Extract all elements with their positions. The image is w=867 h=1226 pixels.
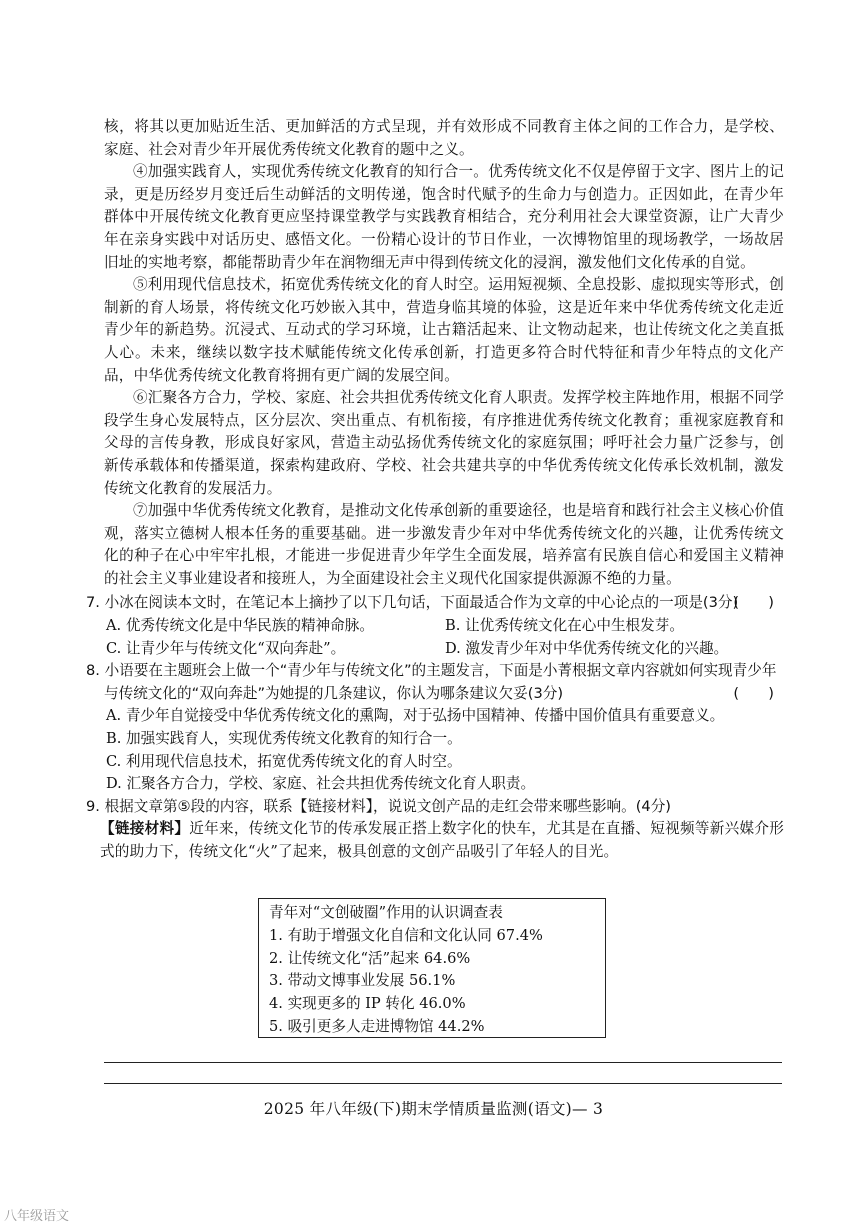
survey-item: 5. 吸引更多人走进博物馆 44.2% (269, 1017, 485, 1035)
watermark: 八年级语文 (4, 1209, 70, 1224)
paragraph-continued: 核，将其以更加贴近生活、更加鲜活的方式呈现，并有效形成不同教育主体之间的工作合力，是学校、家庭、社会对青少年开展优秀传统文化教育的题中之义。 (104, 118, 784, 158)
question-7-options-row-2 (104, 638, 784, 661)
question-7 (86, 592, 784, 615)
option-7b: B. 让优秀传统文化在心中生根发芽。 (445, 617, 684, 635)
paragraph-4: ④加强实践育人，实现优秀传统文化教育的知行合一。优秀传统文化不仅是停留于文字、图片上的记录，更是历经岁月变迁后生动鲜活的文明传递，饱含时代赋予的生命力与创造力。正因如此，在青少年群体中开展传统文化教育更应坚持课堂教学与实践教育相结合，充分利用社会大课堂资源，让广大青少年在亲身实践中对话历史、感悟文化。一份精心设计的节日作业，一次博物馆里的现场教学，一场故居旧址的实地考察，都能帮助青少年在润物细无声中得到传统文化的浸润，激发他们文化传承的自觉。 (104, 163, 784, 271)
answer-line-1[interactable] (104, 1062, 782, 1063)
option-7c: C. 让青少年与传统文化“双向奔赴”。 (106, 639, 346, 657)
link-material-label: 【链接材料】 (100, 820, 190, 838)
option-8b: B. 加强实践育人，实现优秀传统文化教育的知行合一。 (106, 730, 462, 748)
option-8a: A. 青少年自觉接受中华优秀传统文化的熏陶，对于弘扬中国精神、传播中国价值具有重要意义。 (106, 707, 725, 725)
survey-title: 青年对“文创破圈”作用的认识调查表 (269, 904, 503, 921)
question-8 (86, 660, 784, 705)
option-8c: C. 利用现代信息技术，拓宽优秀传统文化的育人时空。 (106, 752, 462, 770)
answer-line-2[interactable] (104, 1083, 782, 1084)
paragraph-5: ⑤利用现代信息技术，拓宽优秀传统文化的育人时空。运用短视频、全息投影、虚拟现实等形式，创制新的育人场景，将传统文化巧妙嵌入其中，营造身临其境的体验，这是近年来中华优秀传统文化走近青少年的新趋势。沉浸式、互动式的学习环境，让古籍活起来、让文物动起来，也让传统文化之美直抵人心。未来，继续以数字技术赋能传统文化传承创新，打造更多符合时代特征和青少年特点的文化产品，中华优秀传统文化教育将拥有更广阔的发展空间。 (104, 276, 784, 384)
answer-blank-7[interactable]: ( ) (733, 594, 774, 612)
paragraph-6: ⑥汇聚各方合力，学校、家庭、社会共担优秀传统文化育人职责。发挥学校主阵地作用，根据不同学段学生身心发展特点，区分层次、突出重点、有机衔接，有序推进优秀传统文化教育；重视家庭教育和父母的言传身教，形成良好家风，营造主动弘扬优秀传统文化的家庭氛围；呼吁社会力量广泛参与，创新传承载体和传播渠道，探索构建政府、学校、社会共建共享的中华优秀传统文化传承长效机制，激发传统文化教育的发展活力。 (104, 389, 784, 497)
answer-blank-8[interactable]: ( ) (733, 684, 774, 702)
survey-item: 3. 带动文博事业发展 56.1% (269, 972, 456, 990)
link-material-text: 近年来，传统文化节的传承发展正搭上数字化的快车，尤其是在直播、短视频等新兴媒介形式的助力下，传统文化“火”了起来，极具创意的文创产品吸引了年轻人的目光。 (100, 820, 784, 860)
question-7-options-row-1 (104, 615, 784, 638)
question-9 (86, 796, 784, 819)
option-8d: D. 汇聚各方合力，学校、家庭、社会共担优秀传统文化育人职责。 (106, 775, 536, 793)
paragraph-7: ⑦加强中华优秀传统文化教育，是推动文化传承创新的重要途径，也是培育和践行社会主义核心价值观，落实立德树人根本任务的重要基础。进一步激发青少年对中华优秀传统文化的兴趣，让优秀传统文化的种子在心中牢牢扎根，才能进一步促进青少年学生全面发展，培养富有民族自信心和爱国主义精神的社会主义事业建设者和接班人，为全面建设社会主义现代化国家提供源源不绝的力量。 (104, 502, 784, 587)
survey-item: 4. 实现更多的 IP 转化 46.0% (269, 995, 466, 1013)
question-8-stem: 8. 小语要在主题班会上做一个“青少年与传统文化”的主题发言，下面是小菁根据文章内容就如何实现青少年与传统文化的“双向奔赴”为她提的几条建议，你认为哪条建议欠妥(3分) (86, 662, 777, 702)
option-7d: D. 激发青少年对中华优秀传统文化的兴趣。 (445, 639, 729, 657)
survey-item: 2. 让传统文化“活”起来 64.6% (269, 949, 471, 967)
question-9-stem: 9. 根据文章第⑤段的内容，联系【链接材料】，说说文创产品的走红会带来哪些影响。(4分) (86, 797, 671, 815)
option-7a: A. 优秀传统文化是中华民族的精神命脉。 (106, 617, 374, 635)
page-footer: 2025 年八年级(下)期末学情质量监测(语文)— 3 (263, 1100, 604, 1118)
page-content (86, 116, 784, 864)
survey-item: 1. 有助于增强文化自信和文化认同 67.4% (269, 926, 543, 944)
question-7-stem: 7. 小冰在阅读本文时，在笔记本上摘抄了以下几句话，下面最适合作为文章的中心论点的一项是(3分) (86, 594, 739, 612)
link-material (100, 818, 784, 863)
survey-table (258, 898, 606, 1038)
